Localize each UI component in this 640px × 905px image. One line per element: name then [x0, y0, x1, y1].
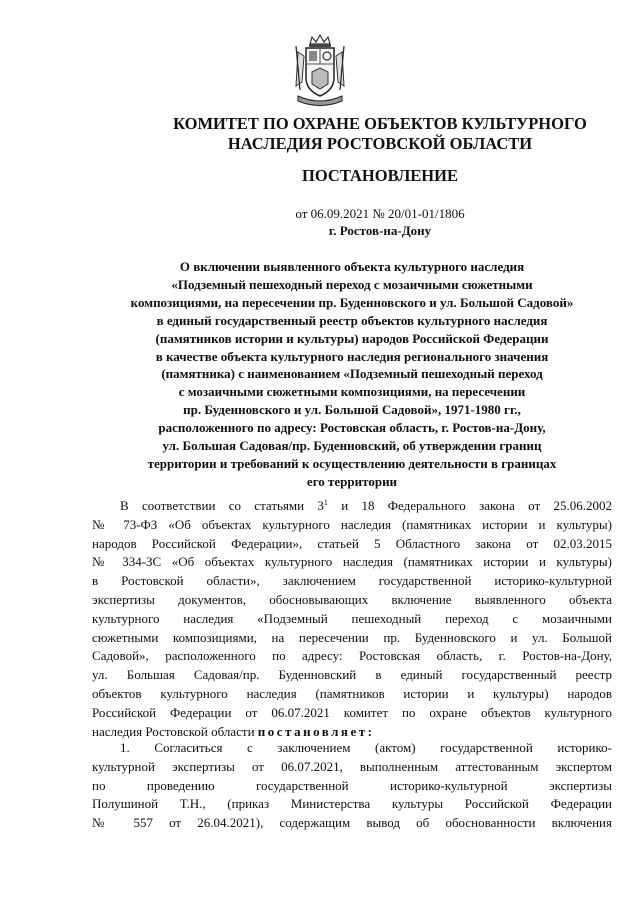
- subject-line: (памятника) с наименованием «Подземный пешеходный переход: [161, 366, 543, 382]
- authority-line-1: КОМИТЕТ ПО ОХРАНЕ ОБЪЕКТОВ КУЛЬТУРНОГО: [173, 114, 587, 133]
- subject-line: в единый государственный реестр объектов культурного наследия: [156, 312, 548, 328]
- preamble-line: № 334-ЗС «Об объектах культурного наследия (памятниках истории и культуры): [92, 554, 612, 570]
- preamble-line: объектов культурного наследия (памятников истории и культуры) народов: [92, 685, 612, 701]
- item-1-paragraph: [92, 739, 612, 833]
- item-1-line: № 557 от 26.04.2021), содержащим вывод об обоснованности включения: [92, 815, 612, 831]
- subject-line: с мозаичными сюжетными композициями, на пересечении: [178, 384, 526, 400]
- document-city: г. Ростов-на-Дону: [328, 223, 432, 238]
- subject-line: ул. Большая Садовая/пр. Буденновский, об утверждении границ: [162, 438, 542, 454]
- subject-line: территории и требований к осуществлению деятельности в границах: [147, 455, 557, 471]
- preamble-line: народов Российской Федерации», статьей 5 Областного закона от 02.03.2015: [92, 535, 612, 551]
- article-superscript: 1: [323, 498, 328, 507]
- subject-line: пр. Буденновского и ул. Большой Садовой», 1971-1980 гг.,: [183, 402, 521, 418]
- subject-line: композициями, на пересечении пр. Буденновского и ул. Большой Садовой»: [130, 294, 574, 310]
- authority-line-2: НАСЛЕДИЯ РОСТОВСКОЙ ОБЛАСТИ: [227, 134, 533, 153]
- rostov-coat-of-arms-emblem: [290, 34, 350, 110]
- subject-line: его территории: [306, 473, 398, 489]
- preamble-last-line: наследия Ростовской области постановляет:: [92, 723, 375, 739]
- item-1-line: культурной экспертизы от 06.07.2021, выполненным аттестованным экспертом: [92, 758, 612, 774]
- document-subject: [84, 258, 620, 491]
- preamble-line: Садовой», расположенного по адресу: Ростовская область, г. Ростов-на-Дону,: [92, 648, 612, 664]
- document-type-heading: ПОСТАНОВЛЕНИЕ: [302, 166, 458, 185]
- preamble-line: сюжетными композициями, на пересечении пр. Буденновского и ул. Большой: [92, 629, 612, 645]
- issuing-authority-title: [140, 114, 620, 154]
- subject-line: «Подземный пешеходный переход с мозаичными сюжетными: [171, 276, 533, 292]
- preamble-line: ул. Большая Садовая/пр. Буденновский в единый государственный реестр: [92, 667, 612, 683]
- subject-line: расположенного по адресу: Ростовская область, г. Ростов-на-Дону,: [158, 420, 546, 436]
- preamble-line: в Ростовской области», заключением государственной историко-культурной: [92, 573, 612, 589]
- preamble-line: экспертизы документов, обосновывающих включение выявленного объекта: [92, 591, 612, 607]
- document-date-number: от 06.09.2021 № 20/01-01/1806: [295, 206, 465, 221]
- preamble-line: № 73-ФЗ «Об объектах культурного наследия (памятниках истории и культуры): [92, 516, 612, 532]
- subject-line: (памятников истории и культуры) народов Российской Федерации: [155, 330, 549, 346]
- item-1-line: по проведению государственной историко-культурной экспертизы: [92, 777, 612, 793]
- item-1-first-line: 1. Согласиться с заключением (актом) государственной историко-: [120, 740, 612, 755]
- resolves-keyword: постановляет:: [257, 723, 375, 739]
- preamble-first-line: В соответствии со статьями $3^1$ и 18 Федерального закона от 25.06.2002: [120, 498, 612, 513]
- preamble-line: культурного наследия «Подземный пешеходный переход с мозаичными: [92, 610, 612, 626]
- subject-line: О включении выявленного объекта культурного наследия: [179, 259, 525, 274]
- preamble-line: Российской Федерации от 06.07.2021 комитет по охране объектов культурного: [92, 704, 612, 720]
- preamble-paragraph: [92, 497, 612, 741]
- item-1-line: Полушиной Т.Н., (приказ Министерства культуры Российской Федерации: [92, 796, 612, 812]
- subject-line: в качестве объекта культурного наследия регионального значения: [155, 348, 549, 364]
